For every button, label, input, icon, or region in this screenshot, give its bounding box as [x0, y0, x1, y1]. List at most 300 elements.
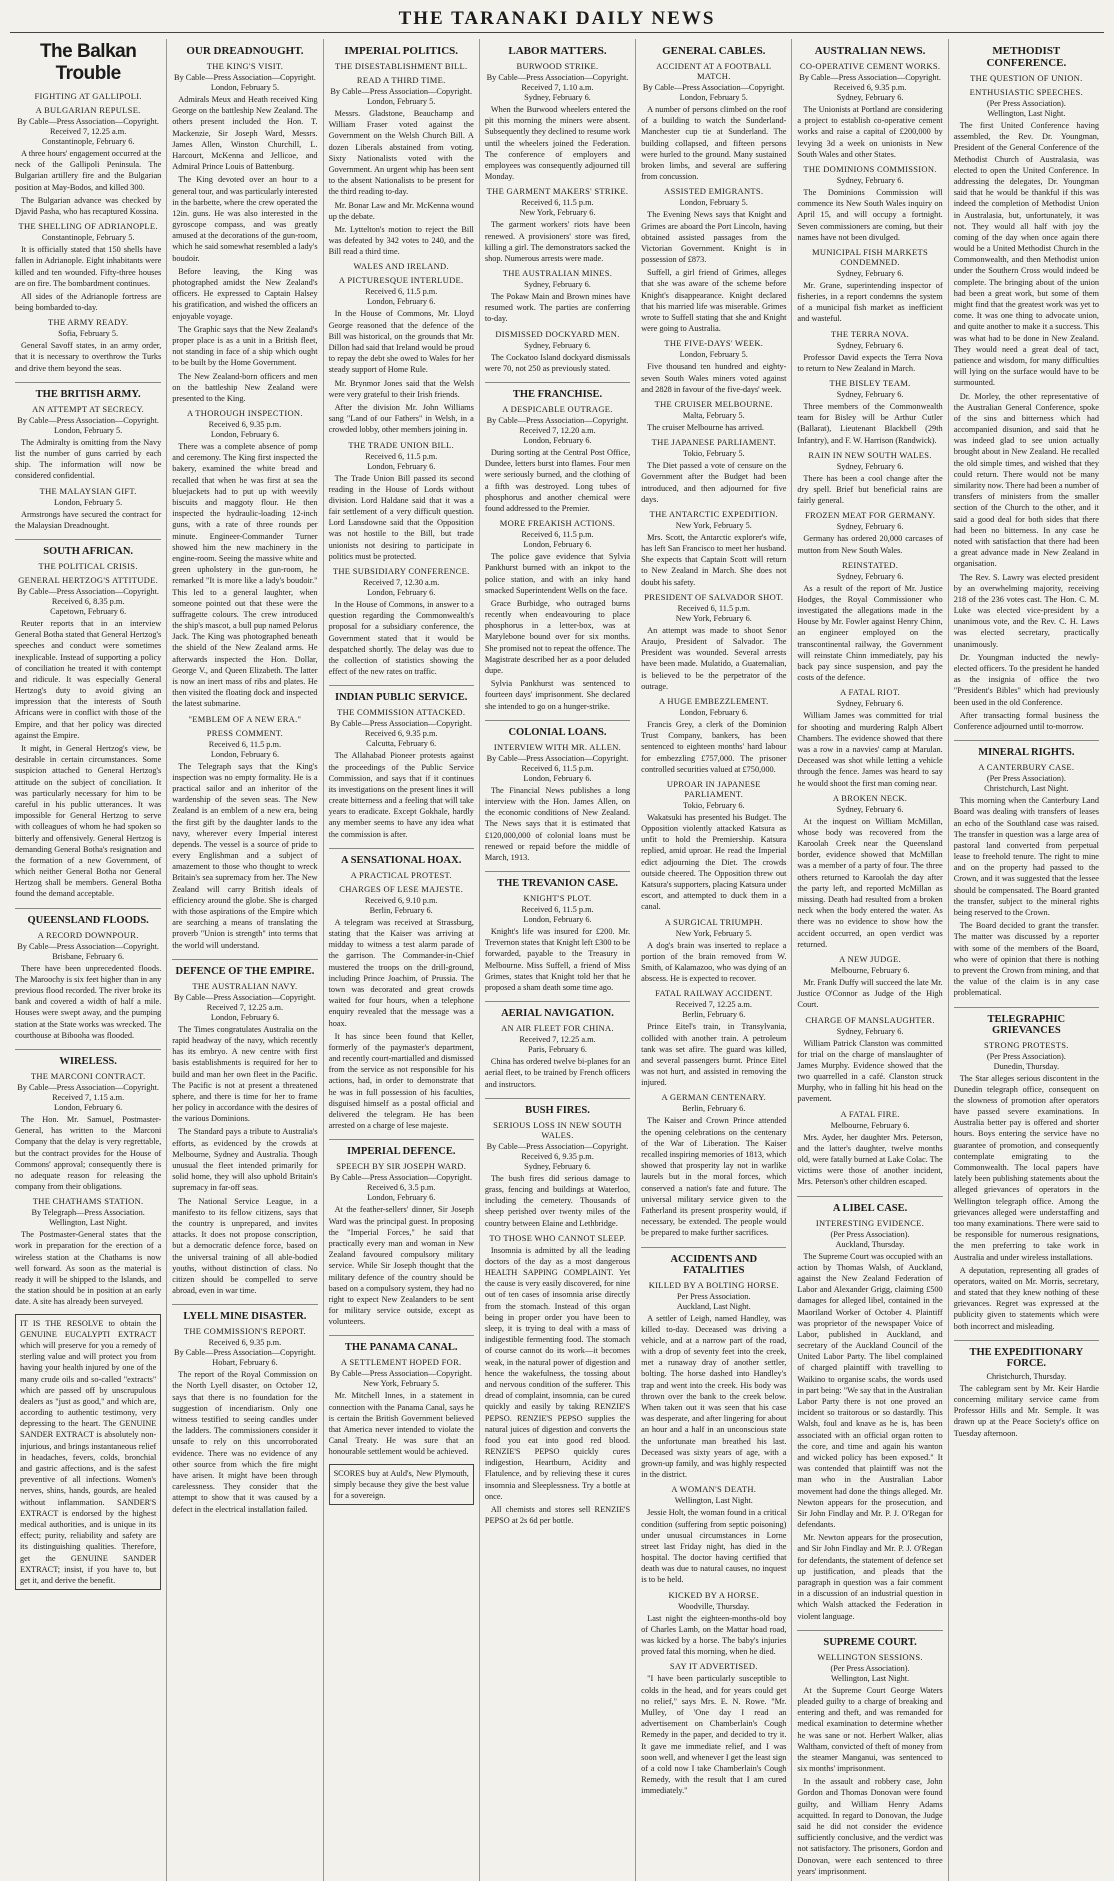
dateline: London, February 5.: [367, 97, 436, 106]
article: [329, 1335, 474, 1505]
dateline: Received 7, 12.30 a.m.: [363, 578, 440, 587]
article-subheading: RAIN IN NEW SOUTH WALES.: [808, 449, 932, 460]
article-paragraph: "I have been particularly susceptible to colds in the head, and for years could get no relief," says Mrs. E. N. Rowe. "Mr. Mulley, of 'One day I read an advertisement on Chamberlain's Cough Remedy in the paper, and decided to try it. It gave me immediate relief, and I was soon well, and whenever I get the least sign of a cold now I take Chamberlain's Cough Remedy, with the result that I am cured immediately.": [641, 1674, 787, 1796]
article-paragraph: The Kaiser and Crown Prince attended the opening celebrations on the centenary of the War of Liberation. The Kaiser recalled inspiring memories of 1813, which showed that prosperity lay not in warlike laurels but in the moral forces, which conserved a nation's fate and future. The universal military service given to the Fatherland its present prosperity would, if necessary, be extended. The people would be prepared to make further sacrifices.: [641, 1116, 787, 1238]
article-paragraph: The Evening News says that Knight and Grimes are aboard the Port Lincoln, having obtained assisted passages from the Victorian Government. Knight is in possession of £873.: [641, 210, 787, 265]
dateline: Sydney, February 6.: [836, 699, 904, 709]
dateline: By Cable—Press Association—Copyright.: [330, 87, 473, 96]
dateline: By Cable—Press Association—Copyright.: [486, 416, 629, 425]
article-subheading: MORE FREAKISH ACTIONS.: [499, 518, 616, 529]
column-title: IMPERIAL POLITICS.: [344, 45, 459, 57]
article-paragraph: The Board decided to grant the transfer. The matter was discussed by a reporter with some of the members of the Board, who were of opinion that there is nothing to prevent the Crown from mining, and that the value of the claim is in any case problematical.: [953, 921, 1099, 998]
dateline: Hobart, February 6.: [212, 1358, 278, 1368]
article: [485, 518, 630, 712]
dateline: London, February 5.: [210, 83, 280, 92]
article-paragraph: The Graphic says that the New Zealand's proper place is as a unit in a British fleet, not standing in face of a ship which ought to be built by the Home Government.: [172, 324, 318, 368]
article-paragraph: The Financial News publishes a long interview with the Hon. James Allen, on the economic conditions of New Zealand. The News says that it is estimated that £120,000,000 of colonial loans must be renewed or repaid before the middle of March, 1913.: [484, 785, 631, 862]
dateline: London, February 5.: [679, 350, 748, 360]
article: [641, 1590, 786, 1658]
article-subheading: THE TRADE UNION BILL.: [348, 439, 455, 450]
article-subheading: THE COMMISSION ATTACKED.: [337, 707, 466, 718]
article: [641, 592, 786, 692]
dateline: Paris, February 6.: [527, 1045, 587, 1055]
article-paragraph: After transacting formal business the Conference adjourned until to-morrow.: [953, 710, 1099, 731]
column-1: [10, 39, 166, 1881]
dateline: By Cable—Press Association—Copyright.: [174, 73, 316, 82]
article-subheading: A GERMAN CENTENARY.: [661, 1092, 767, 1103]
article: [797, 954, 942, 1011]
article-paragraph: Grace Burbidge, who outraged burns recently when endeavouring to place phosphorus in a letter-box, was at Marylebone bound over for six months. She promised not to repeat the offence. The Magistrate described her as a poor deluded dupe.: [484, 598, 631, 675]
dateline: Wellington, Last Night.: [987, 109, 1066, 118]
article: [797, 329, 942, 374]
article-paragraph: Mrs. Ayder, her daughter Mrs. Peterson, and the latter's daughter, twelve months old, were fatally burned at Lake Colac. The victims were those of another incident, Mrs. Peterson's other children escaped.: [797, 1132, 943, 1187]
article-subheading: THE POLITICAL CRISIS.: [38, 560, 138, 571]
article-subheading: A HUGE EMBEZZLEMENT.: [659, 695, 769, 706]
article-headline: AERIAL NAVIGATION.: [485, 1001, 630, 1019]
dateline: By Cable—Press Association—Copyright.: [17, 415, 160, 425]
dateline: Auckland, Thursday.: [835, 1239, 905, 1249]
article-paragraph: A three hours' engagement occurred at the neck of the Gallipoli Peninsula. The Bulgarian artillery fire and the Bulgarian position at May-Bodos, and killed 300.: [15, 149, 162, 192]
dateline: Berlin, February 6.: [682, 1104, 746, 1114]
article-subheading: A PICTURESQUE INTERLUDE.: [338, 275, 464, 286]
dateline: Woodville, Thursday.: [678, 1601, 750, 1611]
article: [954, 73, 1099, 732]
article-subheading: GENERAL HERTZOG'S ATTITUDE.: [18, 574, 159, 585]
dateline: London, February 6.: [210, 749, 280, 759]
article-paragraph: A dog's brain was inserted to replace a portion of the brain removed from W. Smith, of Kalamazoo, who was dying of an abscess. He is expected to recover.: [641, 940, 787, 984]
article-subheading: THE SHELLING OF ADRIANOPLE.: [18, 221, 158, 232]
dateline: London, February 5.: [54, 497, 123, 507]
article-paragraph: Messrs. Gladstone, Beauchamp and William Fraser voted against the Government on the Welsh Church Bill. A dozen Liberals abstained from voting. Sixty Nationalists voted with the Government. An urgent whip has been sent to the absent Nationalists to be present for the third reading to-day.: [328, 109, 474, 197]
article-headline: TELEGRAPHIC GRIEVANCES: [954, 1007, 1099, 1036]
article-paragraph: After the division Mr. John Williams sang "Land of our Fathers" in Welsh, in a crowded lobby, other members joining in.: [328, 402, 474, 435]
article-subheading: A BROKEN NECK.: [832, 792, 908, 803]
dateline: London, February 5.: [679, 198, 748, 208]
dateline: New York, February 5.: [675, 928, 752, 938]
article-subheading: ACCIDENT AT A FOOTBALL MATCH.: [656, 61, 772, 81]
dateline: London, February 6.: [367, 297, 436, 307]
dateline: Received 7, 12.25 a.m.: [50, 127, 127, 136]
article: [485, 1233, 630, 1527]
article-subheading: CHARGE OF MANSLAUGHTER.: [805, 1014, 935, 1025]
article-paragraph: Jessie Holt, the woman found in a critical condition (suffering from septic poisoning) under unusual circumstances in Lorne street last Friday night, has died in the hospital. The doctor having certified that death was due to natural causes, no inquest is to be held.: [641, 1508, 787, 1585]
article: [641, 399, 786, 433]
dateline: New York, February 6.: [519, 208, 596, 218]
dateline: London, February 6.: [210, 1012, 280, 1022]
dateline: Sydney, February 6.: [524, 340, 591, 350]
article-subheading: THE CRUISER MELBOURNE.: [654, 398, 773, 409]
dateline: Melbourne, February 6.: [830, 965, 910, 975]
article-paragraph: Mr. Mitchell Innes, in a statement in connection with the Panama Canal, says he is certain the British Government believed that America never intended to violate the Canal Treaty. He was sure that an honourable settlement would be achieved.: [328, 1391, 474, 1457]
article-headline: QUEENSLAND FLOODS.: [15, 908, 161, 926]
article: [797, 1109, 942, 1188]
dateline: Received 7, 12.25 a.m.: [675, 1000, 752, 1010]
article-subheading: REINSTATED.: [841, 559, 899, 570]
article: [641, 1661, 786, 1796]
article-subheading: THE SUBSIDIARY CONFERENCE.: [332, 566, 470, 576]
dateline: Calcutta, February 6.: [366, 739, 437, 749]
dateline: Received 7, 1.10 a.m.: [521, 83, 594, 92]
dateline: By Cable—Press Association—Copyright.: [799, 73, 941, 82]
dateline: Received 7, 1.15 a.m.: [52, 1092, 125, 1102]
article: [172, 1304, 317, 1514]
article-subheading: A NEW JUDGE.: [839, 953, 901, 964]
article-paragraph: A deputation, representing all grades of operators, waited on Mr. Morris, secretary, and stated that they knew nothing of these grievances. Regret was expressed at the publicity given to statements which were both incorrect and misleading.: [953, 1265, 1099, 1331]
article-paragraph: The police gave evidence that Sylvia Pankhurst burned with an inkpot to the police station, and with an inky hand smacked Superintendent Wells on the face.: [484, 552, 631, 595]
article-paragraph: It might, in General Hertzog's view, be desirable in certain circumstances. Some suspicion attached to General Hertzog's attitude on the subject of conciliation. It was particularly necessary for him to be careful in his public utterances. It was impossible for General Hertzog to serve with colleagues of whom he had spoken so bitterly and offensively. General Hertzog is demanding General Botha's resignation and the formation of a new Government, of which neither General Botha nor General Hertzog shall be members. General Botha found the demand acceptable.: [15, 744, 162, 899]
dateline: By Telegraph—Press Association.: [31, 1208, 145, 1218]
article-headline: BUSH FIRES.: [485, 1098, 630, 1116]
article-subheading: THE COMMISSION'S REPORT.: [183, 1326, 306, 1337]
article-paragraph: Professor David expects the Terra Nova to return to New Zealand in March.: [797, 352, 943, 373]
article-subheading: THE GARMENT MAKERS' STRIKE.: [486, 186, 629, 197]
article-subheading: CHARGES OF LESE MAJESTE.: [339, 883, 464, 894]
article: [641, 338, 786, 395]
article-subheading: SERIOUS LOSS IN NEW SOUTH WALES.: [493, 1119, 622, 1140]
article-paragraph: An attempt was made to shoot Senor Araujo, President of Salvador. The President was wounded. Several arrests have been made. Mulatido, a Guatemalian, is believed to be the perpetrator of the outrage.: [641, 625, 787, 691]
article-subheading: THE ARMY READY.: [47, 317, 129, 328]
article-subheading: FIGHTING AT GALLIPOLI.: [34, 91, 142, 101]
article: [329, 261, 474, 435]
article-subheading: WELLINGTON SESSIONS.: [817, 1651, 923, 1662]
column-6: [791, 39, 947, 1881]
dateline: By Cable—Press Association—Copyright.: [486, 73, 629, 82]
article-headline: IMPERIAL DEFENCE.: [329, 1139, 474, 1157]
article-paragraph: The Admiralty is omitting from the Navy list the number of guns carried by each ship. The information will now be considered confidential.: [15, 437, 162, 481]
article-paragraph: Mr. Frank Duffy will succeed the late Mr. Justice O'Connor as Judge of the High Court.: [797, 977, 943, 1010]
article-subheading: KILLED BY A BOLTING HORSE.: [648, 1279, 779, 1290]
article: [797, 450, 942, 507]
article-paragraph: The Unionists at Portland are considering a project to establish co-operative cement works and raise a capital of £200,000 by levying 3d a week on unionists in New South Wales and other States.: [797, 105, 943, 159]
article: [797, 61, 942, 160]
article-paragraph: Reuter reports that in an interview General Botha stated that General Hertzog's speeches and conduct were sometimes inexplicable. Instead of supporting a policy of conciliation he treated it with contempt and ridicule. It was especially General Hertzog's duty to avoid giving an impression that the interests of South Africans were in conflict with those of the Empire, and that her policy was directed against the Empire.: [15, 618, 162, 740]
dateline: Received 6, 9.35 p.m.: [521, 1151, 594, 1161]
article-subheading: SAY IT ADVERTISED.: [669, 1661, 758, 1672]
article-subheading: INTERVIEW WITH MR. ALLEN.: [493, 741, 622, 752]
article-subheading: CO-OPERATIVE CEMENT WORKS.: [799, 61, 941, 71]
dateline: London, February 5.: [679, 93, 748, 102]
article: [15, 908, 161, 1041]
article: [641, 437, 786, 505]
article-paragraph: The Hon. Mr. Samuel, Postmaster-General, has written to the Marconi Company that the delay is very regrettable, but the contract provides for the House of Commons' approval; consequently there is no adequate reason for releasing the company from their obligations.: [15, 1114, 162, 1192]
dateline: Sydney, February 6.: [836, 93, 904, 102]
dateline: Berlin, February 6.: [369, 905, 433, 915]
article-subheading: A SETTLEMENT HOPED FOR.: [340, 1357, 462, 1368]
article: [15, 539, 161, 900]
article-paragraph: The cablegram sent by Mr. Keir Hardie concerning military service came from Professor Hills and Mr. Semple. It was drawn up at the Peace Society's office on Tuesday afternoon.: [953, 1383, 1099, 1438]
article-paragraph: The Postmaster-General states that the work in preparation for the erection of a wireless station at the Chathams is now well forward. As soon as the material is ready it will be shipped to the Islands, and the station should be in position at an early date. A site has already been surveyed.: [15, 1230, 162, 1307]
article-subheading: AN AIR FLEET FOR CHINA.: [501, 1023, 614, 1034]
article-paragraph: Dr. Morley, the other representative of the Australian General Conference, spoke of the sins and bitterness which had accompanied disunion, and said that he was indeed glad to see union actually brought about in New Zealand. He recalled the old simple times, and wished that they could return. There would not be many similarity now. There had been a number of transfers of ministers from the smaller section of the Church to the other, and it said a good deal for both sides that there had been no bitterness. In any case he noted with satisfaction that there had been a great advance made in New Zealand in organisation.: [953, 391, 1099, 569]
article-headline: INDIAN PUBLIC SERVICE.: [329, 685, 474, 703]
article-paragraph: The Supreme Court was occupied with an action by Thomas Walsh, of Auckland, against the New Zealand Federation of Labor and Alexander Grigg, claiming £500 damages for alleged libel, contained in the Maoriland Worker of October 4. Plaintiff was proprietor of the newspaper Voice of Labor, published in Auckland, and secretary of the Auckland Council of the United Labor Party. The libel complained of charged plaintiff with travelling to Waikino to organise scabs, the words used in part being: "We say that in the Australian Labor Party there is not one proved an incident so traitorous or so dastardly. This Walsh, foul and knave as he is, has been associated with an official organ rotten to the core, and time and again his wanton and wicked policy has been exposed." It was contended that plaintiff was not the man who in the Australian Labor movement had done the things alleged. Mr. Newton appears for the prosecution, and Sir John Findlay and Mr. P. J. O'Regan for defendants.: [797, 1251, 943, 1530]
article-paragraph: A telegram was received at Strassburg, stating that the Kaiser was arriving at midday to witness a test alarm parade of the garrison. The Commander-in-Chief mustered the troops on the drill-ground, including Prince Joachim, of Prussia. The town was decorated and great crowds waited for four hours, when a telephone enquiry revealed that the message was a hoax.: [328, 917, 474, 1028]
article-paragraph: Insomnia is admitted by all the leading doctors of the day as a most dangerous HEALTH SAPPING COMPLAINT. Yet the cause is very easily discovered, for nine out of ten cases of insomnia arise directly from the stomach. Instead of this organ being in proper order you have been to sleep, it is trying to deal with a mass of indigestible fermenting food. The stomach of course cannot do its work—it becomes weak, in the natural power of digestion and hence the wakefulness, the tossing about and nervous condition of the sufferer. This dread of complaint, insomnia, can be cured quickly and easily by taking RENZIE'S PEPSO. RENZIE'S PEPSO supplies the natural juices of digestion and converts the food you eat into good red blood. RENZIE'S PEPSO quickly cures indigestion, Heartburn, Acidity and Flatulence, and by relieving these it cures insomnia and Sleeplessness. Try a bottle at once.: [484, 1245, 631, 1501]
dateline: Wellington, Last Night.: [49, 1218, 128, 1228]
article: [797, 1630, 942, 1877]
dateline: Berlin, February 6.: [682, 1010, 746, 1020]
article-paragraph: The Cockatoo Island dockyard dismissals were 70, not 250 as previously stated.: [484, 352, 631, 373]
article-subheading: A BULGARIAN REPULSE.: [35, 105, 141, 115]
dateline: Sydney, February 6.: [836, 268, 904, 278]
article: [15, 1314, 161, 1591]
article-paragraph: The New Zealand-born officers and men on the battleship New Zealand were presented to the King.: [172, 371, 318, 403]
dateline: Sydney, February 6.: [836, 461, 904, 471]
article: [15, 91, 161, 217]
article: [15, 221, 161, 313]
dateline: Received 6, 9.35 p.m.: [208, 420, 282, 430]
article-subheading: A FATAL RIOT.: [840, 687, 901, 698]
article: [641, 1247, 786, 1481]
article-paragraph: All sides of the Adrianople fortress are being bombarded to-day.: [15, 291, 162, 313]
article: [641, 61, 786, 182]
article-paragraph: The Allahabad Pioneer protests against the proceedings of the Public Service Commission, and says that if it continues its investigations on the present lines it will create bitterness and a feeling that will take years to eradicate. Except Gokhale, hardly any member seems to have any idea what the commission is after.: [328, 751, 474, 839]
dateline: Received 7, 12.20 a.m.: [519, 426, 596, 435]
article-subheading: THE AUSTRALIAN NAVY.: [192, 980, 298, 991]
article: [329, 566, 474, 677]
dateline: Sydney, February 6.: [836, 1026, 904, 1036]
dateline: Received 6, 9.35 p.m.: [364, 729, 438, 739]
article-headline: DEFENCE OF THE EMPIRE.: [172, 959, 317, 977]
article: [641, 779, 786, 913]
dateline: Sydney, February 6.: [836, 175, 904, 185]
dateline: Sydney, February 6.: [524, 93, 591, 102]
article-subheading: THE TERRA NOVA.: [831, 328, 910, 339]
dateline: London, February 6.: [54, 1102, 123, 1112]
article: [641, 988, 786, 1088]
article-headline: THE EXPEDITIONARY FORCE.: [954, 1340, 1099, 1369]
article-paragraph: A settler of Leigh, named Handley, was killed to-day. Deceased was driving a vehicle, and at a narrow part of the road, with a drop of seventy feet into the creek, met a runaway dray of another settler, bolting. The horse dashed into Handley's trap and went into the creek. His body was thrown over the bank to the creek below. When taken out it was seen that his case was desperate, and after lingering for about an hour and a half in an unconscious state the unfortunate man breathed his last. Deceased was sixty years of age, with a grown-up family, and was highly respected in the district.: [641, 1313, 787, 1480]
article: [172, 714, 317, 951]
article-subheading: THE MALAYSIAN GIFT.: [39, 485, 137, 496]
dateline: By Cable—Press Association—Copyright.: [330, 719, 473, 729]
article: [641, 1092, 786, 1238]
article: [954, 740, 1099, 998]
article-subheading: PRESS COMMENT.: [206, 727, 284, 738]
dateline: Received 6, 11.5 p.m.: [521, 763, 594, 773]
article-headline: WIRELESS.: [15, 1049, 161, 1067]
dateline: (Per Press Association).: [830, 1663, 910, 1673]
article-paragraph: Dr. Youngman inducted the newly-elected officers. To the president he handed as the insignia of office the two "President's Bibles" which had previously been used in the old Conference.: [953, 652, 1099, 707]
dateline: (Per Press Association).: [986, 99, 1066, 108]
article-subheading: A CANTERBURY CASE.: [978, 762, 1075, 773]
article-subheading: FROZEN MEAT FOR GERMANY.: [804, 510, 936, 521]
article-subheading: THE AUSTRALIAN MINES.: [502, 268, 613, 279]
article-subheading: THE DOMINIONS COMMISSION.: [803, 163, 937, 174]
article-subheading: AN ATTEMPT AT SECRECY.: [32, 403, 145, 414]
column-7: [948, 39, 1104, 1881]
dateline: London, February 5.: [54, 425, 123, 435]
dateline: By Cable—Press Association—Copyright.: [17, 941, 160, 951]
column-5: [635, 39, 791, 1881]
article-headline: THE FRANCHISE.: [485, 382, 630, 400]
article-paragraph: The Star alleges serious discontent in the Dunedin telegraph office, consequent on the slowness of promotion after operators have passed severe examinations. In Australia better pay is offered and shorter hours. Boys entering the service have no guarantee of promotion, and consequently contemplate emigrating to the Commonwealth. The local papers have lately been publishing statements about the alleged grievances of operators in the Wellington telegraph office. Among the grievances alleged were understaffing and too many examinations. There were said to be responsible for numerous resignations, the men preferring to take work in Australia and under wireless installations.: [953, 1073, 1099, 1262]
article: [329, 1139, 474, 1327]
article-paragraph: The report of the Royal Commission on the North Lyell disaster, on October 12, says that there is no foundation for the suggestion of incendiarism. Only one witness testified to seeing candles under the ladders. The commissioners consider it unsafe to rely on this uncorroborated evidence. There was no evidence of any other source from which the fire might have arisen. It might have been through carelessness. They consider that the attempt to show that it was caused by a defect in the electrical installation failed.: [172, 1370, 318, 1514]
dateline: Received 6, 3.5 p.m.: [366, 1183, 436, 1193]
article-paragraph: Last night the eighteen-months-old boy of Charles Lamb, on the Mattar hoad road, was kicked by a horse. The baby's injuries proved fatal this morning, when he died.: [641, 1613, 787, 1657]
article-subheading: BURWOOD STRIKE.: [516, 61, 599, 71]
article: [485, 268, 630, 325]
article-headline: SUPREME COURT.: [797, 1630, 942, 1648]
article: [15, 1196, 161, 1307]
dateline: Received 6, 11.5 p.m.: [521, 198, 594, 208]
dateline: New York, February 6.: [675, 613, 752, 623]
dateline: Sydney, February 6.: [836, 390, 904, 399]
dateline: Sofia, February 5.: [58, 329, 119, 339]
article-subheading: UPROAR IN JAPANESE PARLIAMENT.: [666, 778, 761, 799]
article: [15, 382, 161, 482]
article-headline: SOUTH AFRICAN.: [15, 539, 161, 557]
article: [797, 378, 942, 446]
article-headline: A LIBEL CASE.: [797, 1196, 942, 1214]
article-paragraph: In the House of Commons, Mr. Lloyd George reasoned that the defence of the Bill was historical, on the grounds that Mr. Dillon had said that Ireland would be proud to repay the debt she owed to Wales for her steady support of Home Rule.: [328, 309, 474, 375]
article: [954, 1340, 1099, 1439]
article: [485, 329, 630, 374]
article-paragraph: When the Burwood wheelers entered the pit this morning the miners were absent. Subsequently they declined to resume work until the wheelers joined the Federation. The conference of employers and employees was consequently adjourned till Monday.: [484, 105, 631, 182]
dateline: Sydney, February 6.: [836, 340, 904, 350]
article-paragraph: Five thousand ten hundred and eighty-seven South Wales miners voted against and 2828 in favour of the five-days' week.: [641, 362, 787, 394]
columns-container: [10, 39, 1104, 1876]
article-paragraph: During sorting at the Central Post Office, Dundee, letters burst into flames. Four men were seriously burned, and the clothing of a fifth was destroyed. Long tubes of phosphorus and another chemical were found addressed to the Premier.: [484, 448, 631, 513]
article-paragraph: The Times congratulates Australia on the rapid headway of the navy, which recently has its embryo. A new centre with first basis establishments is required for her to build and man her own fleet in the Pacific. The Pacific is not at present a threatened sphere, and there is time for her to frame her policy in accordance with the desires of the various Dominions.: [172, 1024, 318, 1124]
dateline: By Cable—Press Association—Copyright.: [174, 1348, 316, 1358]
article: [797, 247, 942, 325]
article: [797, 793, 942, 950]
article-headline: THE PANAMA CANAL.: [329, 1335, 474, 1353]
article: [485, 186, 630, 264]
column-3: [323, 39, 479, 1881]
article: [797, 687, 942, 788]
masthead: THE TARANAKI DAILY NEWS: [10, 6, 1104, 33]
dateline: By Cable—Press Association—Copyright.: [486, 1141, 629, 1151]
article-subheading: THE KING'S VISIT.: [206, 61, 284, 71]
article-headline: THE BRITISH ARMY.: [15, 382, 161, 400]
article-paragraph: Suffell, a girl friend of Grimes, alleges that she was aware of the scheme before Knight's disappearance. Knight declared that his married life was miserable. Grimes wrote to Suffell stating that she and Knight were going to Australia.: [641, 268, 787, 334]
dateline: By Cable—Press Association—Copyright.: [17, 586, 160, 596]
article-subheading: TO THOSE WHO CANNOT SLEEP.: [489, 1232, 626, 1243]
article-paragraph: There have been unprecedented floods. The Maroochy is six feet higher than in any previous flood recorded. The river broke its bank and covered a width of half a mile. Houses were swept away, and the pumping station at the State works was wrecked. The courthouse at Bibooha was flooded.: [15, 963, 162, 1040]
article: [329, 848, 474, 1132]
article: [485, 1098, 630, 1229]
article: [329, 440, 474, 563]
article: [485, 1001, 630, 1090]
article: [485, 720, 630, 863]
article-paragraph: Mr. Newton appears for the prosecution, and Sir John Findlay and Mr. P. J. O'Regan for defendants, the statement of defence set up justification, and pleads that the paragraph in question was a fair comment in a discussion of an industrial question in which Walsh attacked the Federation in violent language.: [797, 1533, 943, 1621]
column-title: LABOR MATTERS.: [508, 45, 607, 57]
dateline: London, February 6.: [523, 915, 592, 925]
article-subheading: ENTHUSIASTIC SPEECHES.: [969, 87, 1084, 97]
dateline: London, February 6.: [367, 1193, 436, 1203]
article-subheading: THE ANTARCTIC EXPEDITION.: [649, 508, 778, 519]
article: [15, 486, 161, 531]
article-subheading: A DESPICABLE OUTRAGE.: [502, 404, 613, 414]
dateline: Melbourne, February 6.: [830, 1120, 910, 1130]
article: [15, 1049, 161, 1192]
article-paragraph: The bush fires did serious damage to grass, fencing and buildings at Waterloo, including the cemetery. Thousands of sheep perished over twenty miles of the country between Elaine and Lethbridge.: [484, 1173, 631, 1228]
article-paragraph: At the feather-sellers' dinner, Sir Joseph Ward was the principal guest. In proposing the "Imperial Forces," he said that practically every man and woman in New Zealand favoured compulsory military service. While Sir Joseph thought that the military defence of the country should be based on a compulsory system, they had no right to expect New Zealanders to be sent for military service outside, except as volunteers.: [328, 1205, 474, 1327]
article: [172, 408, 317, 710]
article-paragraph: Armstrongs have secured the contract for the Malaysian Dreadnought.: [15, 509, 162, 530]
article-paragraph: Mr. Bonar Law and Mr. McKenna wound up the debate.: [328, 200, 474, 221]
article-paragraph: The Trade Union Bill passed its second reading in the House of Lords without division. Lord Haldane said that it was a fair settlement of a very difficult question. Lord Lansdowne said that the Opposition was not hostile to the Bill, but trade unionists not desiring to participate in politics must be protected.: [328, 473, 474, 561]
article-paragraph: William James was committed for trial for shooting and murdering Ralph Albert Chambers. The evidence showed that there was a row in a navvies' camp at Marulan. Deceased was shot while letting a vehicle through the fence. James was heard to say he would shoot the first man coming near.: [797, 711, 943, 788]
article-paragraph: A number of persons climbed on the roof of a building to watch the Sunderland-Manchester cup tie at Sunderland. The building collapsed, and fifteen persons were hurled to the ground. Many sustained broken limbs, and several are suffering from concussion.: [641, 105, 787, 182]
article-headline: ACCIDENTS AND FATALITIES: [641, 1247, 786, 1276]
article: [485, 382, 630, 514]
dateline: By Cable—Press Association—Copyright.: [330, 1173, 473, 1183]
article-subheading: A SURGICAL TRIUMPH.: [664, 916, 763, 927]
article-paragraph: Mr. Grane, superintending inspector of fisheries, in a report condemns the system of a municipal fish market as inefficient and wasteful.: [797, 280, 943, 324]
article-paragraph: As a result of the report of Mr. Justice Hodges, the Royal Commissioner who investigated the allegations made in the House by Mr. Fowler against Henry Chinn, an engineer employed on the transcontinental railway, the Government will reinstate Chinn immediately, pay his back pay since suspension, and pay the costs of the defence.: [797, 583, 943, 683]
article-paragraph: Wakatsuki has presented his Budget. The Opposition violently attacked Katsura as unfit to hold the Premiership. Katsura replied, amid uproar. He read the Imperial edict adjourning the Diet. The crowds outside cheered. The Opposition threw out Katsura's supporters, placing Katsura under escort, and attempted to duck them in a canal.: [641, 812, 787, 912]
dateline: London, February 6.: [210, 430, 280, 440]
article-subheading: A THOROUGH INSPECTION.: [187, 408, 303, 419]
article-paragraph: The King devoted over an hour to a general tour, and was particularly interested in the barbette, where the crew operated the 12in. guns. He was also interested in the gyroscope compass, and was greatly amused at the decorations of the gun-room, which he said somewhat resembled a lady's boudoir.: [172, 175, 318, 263]
dateline: Received 6, 9.35 p.m.: [208, 1338, 282, 1348]
article: [485, 61, 630, 182]
article-paragraph: In the House of Commons, in answer to a question regarding the Commonwealth's proposal for a subsidiary conference, the Government stated that it would be despatched shortly. The delay was due to the collection of statistics showing the effect of the new rates on traffic.: [328, 600, 474, 677]
dateline: Received 6, 11.5 p.m.: [208, 739, 282, 749]
article-paragraph: Mr. Brynmor Jones said that the Welsh were very grateful to their Irish friends.: [328, 378, 474, 399]
article-paragraph: It is officially stated that 150 shells have fallen in Adrianople. Eight inhabitants were killed and ten wounded. Fifty-three houses are on fire. The bombardment continues.: [15, 245, 162, 288]
article-subheading: THE QUESTION OF UNION.: [970, 73, 1083, 83]
article-paragraph: The Rev. S. Lawry was elected president by an overwhelming majority, receiving 218 of the 236 votes cast. The Hon. C. M. Luke was elected vice-president by a unanimous vote, and the Rev. C. H. Laws was elected secretary, practically unanimously.: [953, 572, 1099, 649]
article-paragraph: Three members of the Commonwealth team for Bisley will be Arthur Cutler (Ballarat), Lieutenant Blackbell (29th Infantry), and F. W. Harrison (Randwick).: [797, 402, 943, 445]
dateline: Brisbane, February 6.: [52, 951, 125, 961]
article-headline: MINERAL RIGHTS.: [954, 740, 1099, 758]
article: [797, 164, 942, 243]
article-paragraph: Prince Eitel's train, in Transylvania, collided with another train. A petroleum tank was set afire. The guard was killed, and several passengers burnt. Prince Eitel was not hurt, and assisted in removing the injured.: [641, 1022, 787, 1088]
dateline: London, February 6.: [367, 588, 436, 597]
dateline: Christchurch, Last Night.: [984, 784, 1069, 794]
dateline: Dunedin, Thursday.: [993, 1061, 1060, 1071]
dateline: Received 6, 9.10 p.m.: [364, 895, 438, 905]
dateline: Sydney, February 6.: [836, 571, 904, 581]
article-paragraph: The Pokaw Main and Brown mines have resumed work. The parties are conferring to-day.: [484, 292, 631, 324]
article-paragraph: This morning when the Canterbury Land Board was dealing with transfers of leases an echo of the Southland case was raised. The transfer in question was a large area of pastoral land converted from perpetual lease to freehold tenure. The right to mine and on the property had passed to the Crown, and it was suggested that the lessee should be compensated. The Board granted the transfer, subject to the mineral rights being reserved to the Crown.: [953, 796, 1099, 917]
article: [641, 1484, 786, 1585]
article-paragraph: Knight's life was insured for £200. Mr. Trevernon states that Knight left £300 to be forwarded, payable to the Treasury in Melbourne. Miss Suffell, a friend of Miss Grimes, states that Knight told her that he proposed a sham death some time ago.: [484, 927, 631, 992]
article-subheading: THE DISESTABLISHMENT BILL.: [335, 61, 468, 71]
dateline: Capetown, February 6.: [50, 606, 127, 616]
article-paragraph: The garment workers' riots have been renewed. A provisioners' store was fired, killing a girl. The demonstrators sacked the shop. Numerous arrests were made.: [484, 220, 631, 263]
article-subheading: INTERESTING EVIDENCE.: [815, 1217, 925, 1228]
dateline: By Cable—Press Association—Copyright.: [174, 992, 316, 1002]
dateline: By Cable—Press Association—Copyright.: [330, 1369, 473, 1379]
dateline: Auckland, Last Night.: [676, 1301, 751, 1311]
dateline: By Cable—Press Association—Copyright.: [486, 753, 629, 763]
dateline: London, February 6.: [523, 540, 592, 550]
dateline: Constantinople, February 6.: [41, 137, 135, 146]
article: [954, 1007, 1099, 1332]
article-paragraph: China has ordered twelve bi-planes for an aerial fleet, to be trained by French officers and instructors.: [484, 1057, 631, 1089]
article-headline: THE TREVANION CASE.: [485, 871, 630, 889]
dateline: Received 6, 11.5 p.m.: [521, 530, 594, 540]
dateline: Christchurch, Thursday.: [986, 1371, 1067, 1381]
dateline: Sydney, February 6.: [524, 280, 591, 290]
article-paragraph: There has been a cool change after the dry spell. Brief but beneficial rains are fairly general.: [797, 473, 943, 506]
dateline: (Per Press Association).: [986, 1051, 1066, 1061]
article-subheading: SPEECH BY SIR JOSEPH WARD.: [336, 1161, 467, 1172]
article-paragraph: The Telegraph says that the King's inspection was no empty formality. He is a practical sailor and an inheritor of the wardenship of the seven seas. The New Zealand is an emblem of a new era, being the first gift by the daughter lands to the navy, wherever every Imperial interest depends. The vessel is a source of pride to every Englishman and a subject of amazement to those who thought to wreck Britain's sea supremacy from her. The New Zealand will carry British ideals of efficiency around the globe. She is charged with those aspirations of the Empire which are searching a means of translating the proverb "Union is strength" into terms that the world will understand.: [172, 761, 318, 950]
article: [641, 696, 786, 775]
dateline: Tokio, February 6.: [682, 800, 745, 810]
article: [797, 560, 942, 684]
article: [329, 685, 474, 840]
column-4: [479, 39, 635, 1881]
article-paragraph: The National Service League, in a manifesto to its fellow citizens, says that the country is unprepared, and invites attacks. It does not propose conscription, but a democratic defence force, based on the universal training of all able-bodied youths, without distinction of class. No citizen should be compelled to serve abroad, even in war time.: [172, 1196, 318, 1296]
